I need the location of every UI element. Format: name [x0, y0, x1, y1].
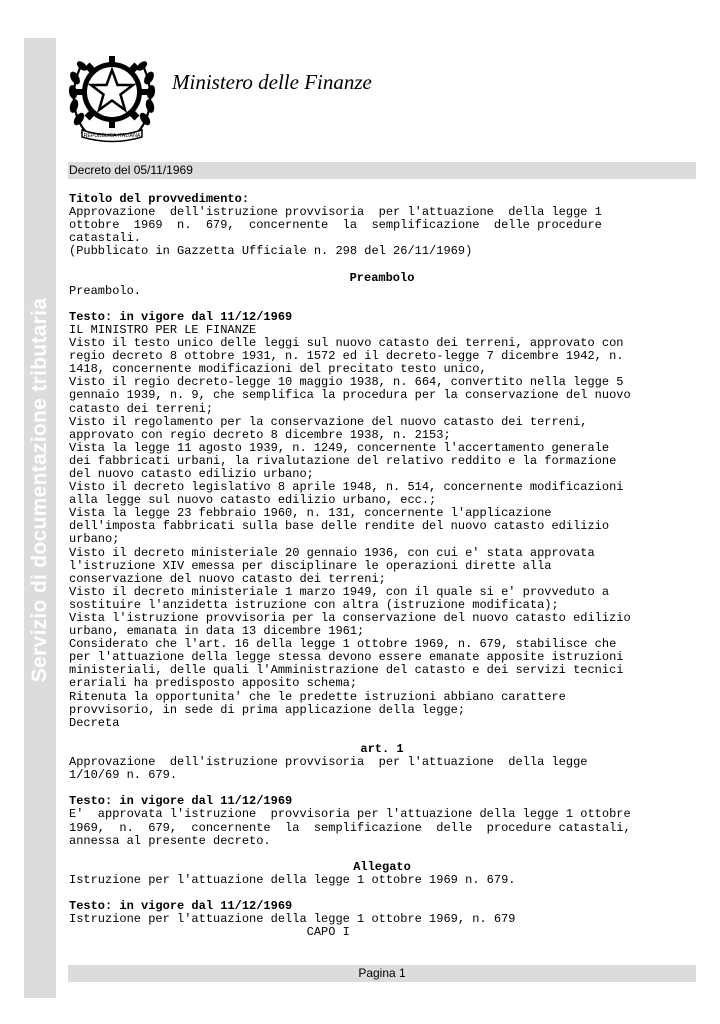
testo-line: annessa al presente decreto. — [69, 833, 271, 848]
testo-line: IL MINISTRO PER LE FINANZE — [69, 322, 257, 337]
titolo-line: ottobre 1969 n. 679, concernente la semplificazione delle procedure — [69, 218, 602, 233]
repubblica-italiana-emblem-icon — [66, 44, 158, 144]
testo-line: CAPO I — [69, 925, 350, 940]
testo-line: gennaio 1939, n. 9, che semplifica la procedura per la conservazione del nuovo — [69, 388, 631, 403]
testo-heading: Testo: in vigore dal 11/12/1969 — [69, 794, 293, 809]
testo-line: Visto il testo unico delle leggi sul nuovo catasto dei terreni, approvato con — [69, 336, 624, 351]
decree-date-bar: Decreto del 05/11/1969 — [68, 162, 696, 179]
testo-line: Istruzione per l'attuazione della legge 1 ottobre 1969, n. 679 — [69, 912, 516, 927]
ministry-title: Ministero delle Finanze — [172, 70, 372, 94]
titolo-heading: Titolo del provvedimento: — [69, 192, 250, 206]
document-body — [69, 193, 695, 939]
testo-line: per l'attuazione della legge stessa devono essere emanate apposite istruzioni — [69, 650, 624, 665]
testo-line: Visto il regio decreto-legge 10 maggio 1938, n. 664, convertito nella legge 5 — [69, 375, 624, 390]
testo-line: erariali ha predisposto apposito schema; — [69, 676, 358, 691]
art1-heading: art. 1 — [360, 741, 404, 756]
testo-line: Ritenuta la opportunita' che le predette istruzioni abbiano carattere — [69, 689, 566, 704]
testo-heading: Testo: in vigore dal 11/12/1969 — [69, 899, 293, 914]
art1-line: 1/10/69 n. 679. — [69, 768, 178, 783]
testo-line: Vista l'istruzione provvisoria per la conservazione del nuovo catasto edilizio — [69, 611, 631, 625]
testo-line: urbano, emanata in data 13 dicembre 1961; — [69, 624, 365, 639]
testo-line: Considerato che l'art. 16 della legge 1 ottobre 1969, n. 679, stabilisce che — [69, 637, 617, 652]
titolo-line: (Pubblicato in Gazzetta Ufficiale n. 298 del 26/11/1969) — [69, 244, 473, 259]
sidebar-watermark-text: Servizio di documentazione tributaria — [28, 297, 51, 683]
allegato-heading: Allegato — [353, 859, 411, 874]
testo-line: del nuovo catasto edilizio urbano; — [69, 466, 314, 481]
titolo-line: catastali. — [69, 231, 142, 246]
testo-line: Visto il regolamento per la conservazione del nuovo catasto dei terreni, — [69, 414, 588, 429]
testo-line: provvisorio, in sede di prima applicazione della legge; — [69, 702, 466, 717]
testo-line: sostituire l'anzidetta istruzione con altra (istruzione modificata); — [69, 597, 559, 612]
page-number-bar: Pagina 1 — [68, 965, 696, 982]
testo-line: catasto dei terreni; — [69, 401, 214, 416]
preambolo-heading: Preambolo — [349, 270, 415, 285]
testo-line: ministeriali, delle quali l'Amministrazione del catasto e dei servizi tecnici — [69, 663, 624, 678]
testo-line: Vista la legge 23 febbraio 1960, n. 131, concernente l'applicazione — [69, 506, 552, 521]
testo-line: approvato con regio decreto 8 dicembre 1938, n. 2153; — [69, 427, 451, 442]
testo-line: dei fabbricati urbani, la rivalutazione del relativo reddito e la formazione — [69, 453, 617, 468]
testo-line: 1969, n. 679, concernente la semplificazione delle procedure catastali, — [69, 820, 631, 835]
testo-heading: Testo: in vigore dal 11/12/1969 — [69, 309, 293, 324]
testo-line: l'istruzione XIV emessa per disciplinare le operazioni dirette alla — [69, 558, 552, 573]
testo-line: 1418, concernente modificazioni del precitato testo unico, — [69, 362, 487, 377]
testo-line: Visto il decreto ministeriale 20 gennaio 1936, con cui e' stata approvata — [69, 545, 595, 560]
emblem-ribbon-text: REPUBBLICA ITALIANA — [83, 133, 141, 139]
allegato-text: Istruzione per l'attuazione della legge 1 ottobre 1969 n. 679. — [69, 872, 516, 887]
testo-line: alla legge sul nuovo catasto edilizio urbano, ecc.; — [69, 493, 437, 508]
testo-line: Vista la legge 11 agosto 1939, n. 1249, concernente l'accertamento generale — [69, 440, 610, 455]
testo-line: regio decreto 8 ottobre 1931, n. 1572 ed il decreto-legge 7 dicembre 1942, n. — [69, 349, 624, 364]
testo-line: Visto il decreto ministeriale 1 marzo 1949, con il quale si e' provveduto a — [69, 584, 610, 599]
art1-line: Approvazione dell'istruzione provvisoria per l'attuazione della legge — [69, 755, 588, 770]
preambolo-text: Preambolo. — [69, 283, 142, 298]
testo-line: Decreta — [69, 715, 120, 730]
testo-line: E' approvata l'istruzione provvisoria per l'attuazione della legge 1 ottobre — [69, 807, 631, 822]
titolo-line: Approvazione dell'istruzione provvisoria per l'attuazione della legge 1 — [69, 205, 602, 220]
testo-line: urbano; — [69, 532, 120, 547]
testo-line: Visto il decreto legislativo 8 aprile 1948, n. 514, concernente modificazioni — [69, 480, 624, 495]
testo-line: dell'imposta fabbricati sulla base delle rendite del nuovo catasto edilizio — [69, 519, 610, 534]
testo-line: conservazione del nuovo catasto dei terreni; — [69, 571, 386, 586]
